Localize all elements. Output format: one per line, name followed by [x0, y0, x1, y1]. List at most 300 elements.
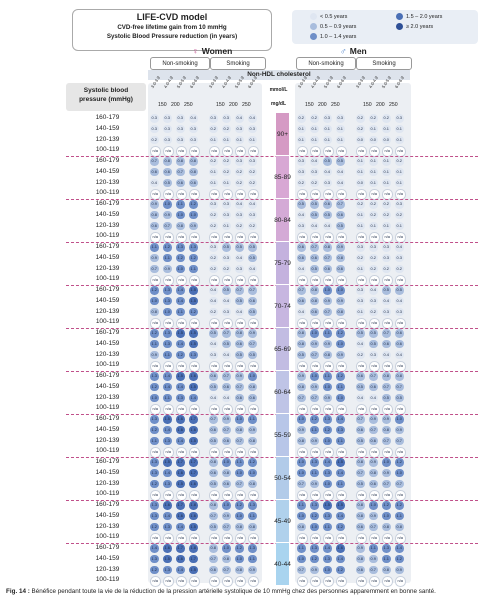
risk-cell: 0.6: [336, 211, 345, 220]
risk-cell: 0.2: [382, 200, 391, 209]
risk-cell: 0.8: [297, 329, 306, 338]
risk-cell: 1.0: [176, 265, 185, 274]
risk-cell: n/a: [369, 490, 380, 501]
women-label: ♀ Women: [192, 46, 233, 56]
risk-cell: n/a: [297, 533, 308, 544]
risk-cell: n/a: [395, 404, 406, 415]
sbp-label: 140-159: [95, 253, 120, 261]
risk-cell: n/a: [297, 576, 308, 587]
risk-cell: 0.9: [356, 544, 365, 553]
risk-cell: 0.1: [382, 222, 391, 231]
table-row: [66, 328, 478, 338]
risk-cell: n/a: [248, 576, 259, 587]
risk-cell: 0.7: [248, 340, 257, 349]
risk-cell: 0.3: [356, 297, 365, 306]
risk-cell: 0.1: [310, 125, 319, 134]
risk-cell: n/a: [150, 447, 161, 458]
risk-cell: 1.6: [336, 544, 345, 553]
risk-cell: 1.0: [248, 372, 257, 381]
risk-cell: n/a: [356, 275, 367, 286]
risk-cell: n/a: [150, 275, 161, 286]
risk-cell: 0.8: [369, 469, 378, 478]
risk-cell: 0.7: [382, 329, 391, 338]
risk-cell: 0.5: [222, 243, 231, 252]
risk-cell: 0.2: [356, 125, 365, 134]
risk-cell: n/a: [176, 232, 187, 243]
risk-cell: 1.2: [150, 523, 159, 532]
column-header-range: 3.0-3.9: [354, 75, 366, 89]
risk-cell: 1.0: [189, 211, 198, 220]
risk-cell: 0.4: [323, 168, 332, 177]
risk-cell: n/a: [323, 533, 334, 544]
risk-cell: 1.4: [323, 458, 332, 467]
risk-cell: n/a: [248, 146, 259, 157]
risk-cell: 0.7: [395, 437, 404, 446]
risk-cell: 0.4: [235, 254, 244, 263]
risk-cell: n/a: [248, 533, 259, 544]
risk-cell: n/a: [382, 318, 393, 329]
legend-swatch: [310, 23, 317, 30]
risk-cell: 0.8: [209, 501, 218, 510]
risk-cell: 1.1: [336, 480, 345, 489]
risk-cell: 0.7: [369, 372, 378, 381]
risk-cell: 0.2: [209, 125, 218, 134]
risk-cell: 1.3: [163, 437, 172, 446]
sbp-label: 140-159: [95, 339, 120, 347]
risk-cell: 0.8: [222, 469, 231, 478]
risk-cell: 0.6: [209, 566, 218, 575]
legend-swatch: [310, 13, 317, 20]
risk-cell: 0.8: [189, 168, 198, 177]
risk-cell: 0.8: [395, 372, 404, 381]
legend: [292, 10, 478, 44]
legend-label: 1.0 – 1.4 years: [320, 33, 357, 40]
risk-cell: 0.5: [369, 329, 378, 338]
risk-cell: 0.2: [356, 351, 365, 360]
risk-cell: 1.2: [150, 480, 159, 489]
risk-cell: 1.1: [235, 458, 244, 467]
risk-cell: 1.6: [176, 555, 185, 564]
risk-cell: 1.0: [235, 415, 244, 424]
risk-cell: n/a: [310, 232, 321, 243]
risk-cell: 0.5: [163, 179, 172, 188]
risk-cell: 0.1: [382, 157, 391, 166]
risk-cell: 1.0: [248, 469, 257, 478]
risk-cell: 0.8: [248, 523, 257, 532]
table-row: [66, 156, 478, 166]
legend-item: [396, 23, 433, 30]
risk-cell: 1.2: [395, 555, 404, 564]
risk-cell: 0.3: [222, 211, 231, 220]
risk-cell: n/a: [297, 146, 308, 157]
column-header-range: 6.0-6.9: [188, 75, 200, 89]
table-row: [66, 317, 478, 327]
risk-cell: 0.1: [369, 125, 378, 134]
column-header-range: 4.0-4.9: [220, 75, 232, 89]
risk-cell: 0.3: [297, 168, 306, 177]
risk-cell: n/a: [395, 275, 406, 286]
table-row: [66, 274, 478, 284]
risk-cell: 0.4: [297, 308, 306, 317]
risk-cell: n/a: [176, 533, 187, 544]
risk-cell: 0.5: [209, 329, 218, 338]
men-smoking-header: Smoking: [356, 57, 412, 70]
risk-cell: 1.2: [235, 544, 244, 553]
risk-cell: 0.7: [150, 157, 159, 166]
risk-cell: 0.1: [356, 265, 365, 274]
risk-cell: n/a: [150, 576, 161, 587]
risk-cell: 0.5: [209, 480, 218, 489]
risk-cell: 0.1: [356, 157, 365, 166]
risk-cell: 0.3: [395, 254, 404, 263]
sbp-label: 160-179: [95, 200, 120, 207]
risk-cell: 1.2: [310, 415, 319, 424]
risk-cell: 0.2: [369, 211, 378, 220]
risk-cell: 0.5: [248, 351, 257, 360]
risk-cell: 0.1: [369, 157, 378, 166]
risk-cell: 0.6: [209, 372, 218, 381]
risk-cell: 0.7: [163, 222, 172, 231]
risk-cell: n/a: [356, 576, 367, 587]
age-label: 65-69: [274, 345, 291, 353]
risk-cell: n/a: [395, 361, 406, 372]
risk-cell: 0.9: [369, 458, 378, 467]
title-main: LIFE-CVD model: [136, 12, 208, 22]
risk-cell: 0.2: [209, 157, 218, 166]
risk-cell: 0.7: [222, 372, 231, 381]
risk-cell: 0.8: [176, 157, 185, 166]
age-label: 80-84: [274, 216, 291, 224]
risk-cell: 1.1: [248, 555, 257, 564]
risk-cell: n/a: [248, 275, 259, 286]
risk-cell: n/a: [209, 490, 220, 501]
risk-cell: 0.8: [235, 523, 244, 532]
age-label: 45-49: [274, 517, 291, 525]
risk-cell: 0.4: [209, 297, 218, 306]
risk-cell: 0.2: [395, 265, 404, 274]
risk-cell: 0.9: [336, 297, 345, 306]
risk-cell: n/a: [323, 576, 334, 587]
risk-cell: 1.7: [189, 555, 198, 564]
table-row: [66, 188, 478, 198]
risk-cell: 0.2: [235, 222, 244, 231]
risk-cell: 0.8: [382, 372, 391, 381]
risk-cell: 1.6: [189, 512, 198, 521]
risk-cell: 0.8: [209, 544, 218, 553]
column-header-mgdl: 200: [376, 102, 385, 108]
risk-cell: n/a: [382, 361, 393, 372]
risk-cell: n/a: [297, 490, 308, 501]
risk-cell: 1.1: [336, 383, 345, 392]
legend-label: 1.5 – 2.0 years: [406, 13, 443, 20]
table-row: [66, 403, 478, 413]
risk-cell: 1.1: [323, 329, 332, 338]
risk-cell: 0.4: [310, 222, 319, 231]
risk-cell: 0.7: [369, 566, 378, 575]
risk-cell: 0.2: [395, 157, 404, 166]
risk-cell: 1.3: [150, 469, 159, 478]
risk-cell: 0.8: [248, 480, 257, 489]
risk-cell: 0.1: [382, 168, 391, 177]
risk-cell: 0.7: [382, 437, 391, 446]
risk-cell: 0.5: [356, 437, 365, 446]
column-header-range: 4.0-4.9: [162, 75, 174, 89]
risk-cell: 0.4: [356, 394, 365, 403]
risk-cell: n/a: [150, 361, 161, 372]
risk-cell: 0.8: [248, 437, 257, 446]
risk-cell: n/a: [209, 404, 220, 415]
risk-cell: n/a: [369, 576, 380, 587]
men-label: ♂ Men: [340, 46, 367, 56]
sbp-label: 140-159: [95, 468, 120, 476]
risk-cell: n/a: [189, 490, 200, 501]
risk-cell: n/a: [395, 318, 406, 329]
risk-cell: 0.3: [235, 265, 244, 274]
risk-cell: 0.5: [369, 340, 378, 349]
risk-cell: n/a: [189, 404, 200, 415]
risk-cell: 0.2: [382, 114, 391, 123]
risk-cell: 0.9: [163, 211, 172, 220]
risk-cell: 1.2: [235, 501, 244, 510]
risk-cell: 0.8: [209, 458, 218, 467]
risk-cell: 1.0: [150, 394, 159, 403]
risk-cell: 0.6: [150, 168, 159, 177]
column-header-range: 5.0-5.9: [233, 75, 245, 89]
risk-cell: n/a: [336, 490, 347, 501]
risk-cell: 1.0: [176, 211, 185, 220]
risk-cell: 0.6: [395, 329, 404, 338]
risk-cell: 0.1: [323, 125, 332, 134]
risk-cell: 0.1: [356, 222, 365, 231]
sbp-label: 140-159: [95, 511, 120, 519]
risk-cell: n/a: [356, 146, 367, 157]
risk-cell: 0.1: [323, 136, 332, 145]
risk-cell: 1.3: [150, 512, 159, 521]
risk-cell: n/a: [356, 490, 367, 501]
risk-cell: 1.6: [189, 480, 198, 489]
risk-cell: 0.7: [310, 351, 319, 360]
risk-cell: 0.1: [222, 222, 231, 231]
risk-cell: 0.1: [209, 179, 218, 188]
risk-cell: 1.3: [323, 415, 332, 424]
risk-cell: 0.8: [176, 222, 185, 231]
risk-cell: n/a: [369, 447, 380, 458]
risk-cell: 0.6: [222, 437, 231, 446]
column-header-mgdl: 200: [318, 102, 327, 108]
risk-cell: 0.3: [369, 297, 378, 306]
risk-cell: 1.5: [163, 555, 172, 564]
risk-cell: 0.6: [356, 566, 365, 575]
risk-cell: 0.7: [297, 480, 306, 489]
risk-cell: n/a: [382, 189, 393, 200]
risk-cell: 0.7: [323, 254, 332, 263]
risk-cell: 0.8: [297, 383, 306, 392]
risk-cell: n/a: [248, 447, 259, 458]
risk-cell: 0.5: [222, 286, 231, 295]
risk-cell: n/a: [382, 404, 393, 415]
figure-caption: Fig. 14 : Bénéfice pendant toute la vie de la réduction de la pression artérielle systolique de 10 mmHg chez des personnes apparemment en bonne santé.: [6, 588, 436, 595]
risk-cell: 0.1: [369, 179, 378, 188]
risk-cell: 0.3: [222, 308, 231, 317]
risk-cell: 1.3: [323, 555, 332, 564]
risk-cell: 0.3: [189, 136, 198, 145]
risk-cell: 0.2: [209, 211, 218, 220]
risk-cell: n/a: [336, 447, 347, 458]
risk-cell: 0.5: [248, 254, 257, 263]
table-row: [66, 242, 478, 252]
risk-cell: 1.4: [336, 555, 345, 564]
risk-cell: 0.3: [297, 157, 306, 166]
risk-cell: 0.7: [235, 383, 244, 392]
risk-cell: 1.0: [222, 544, 231, 553]
sbp-label: 120-139: [95, 135, 120, 143]
risk-cell: 0.4: [395, 243, 404, 252]
risk-cell: 1.4: [176, 437, 185, 446]
risk-cell: 1.4: [176, 286, 185, 295]
risk-cell: n/a: [297, 447, 308, 458]
risk-cell: 1.5: [189, 383, 198, 392]
risk-cell: 1.1: [310, 469, 319, 478]
risk-cell: 0.4: [395, 297, 404, 306]
risk-cell: 0.5: [222, 340, 231, 349]
column-header-range: 4.0-4.9: [309, 75, 321, 89]
risk-cell: 1.0: [323, 566, 332, 575]
risk-cell: 0.3: [310, 168, 319, 177]
risk-cell: 0.2: [222, 168, 231, 177]
risk-cell: n/a: [369, 232, 380, 243]
risk-cell: 0.2: [222, 157, 231, 166]
risk-cell: 0.3: [369, 351, 378, 360]
risk-cell: n/a: [297, 361, 308, 372]
risk-cell: 1.6: [176, 469, 185, 478]
risk-cell: 1.5: [189, 340, 198, 349]
table-row: [66, 532, 478, 542]
risk-cell: n/a: [163, 275, 174, 286]
sbp-label: 160-179: [95, 415, 120, 422]
risk-cell: n/a: [248, 318, 259, 329]
sbp-label: 140-159: [95, 382, 120, 390]
risk-cell: 0.2: [369, 308, 378, 317]
risk-cell: 1.1: [382, 555, 391, 564]
risk-cell: n/a: [356, 361, 367, 372]
risk-cell: 0.4: [323, 222, 332, 231]
age-label: 90+: [276, 130, 289, 138]
risk-cell: 1.5: [336, 458, 345, 467]
risk-cell: 1.5: [189, 329, 198, 338]
risk-cell: n/a: [395, 533, 406, 544]
risk-cell: 0.7: [176, 168, 185, 177]
risk-cell: n/a: [382, 490, 393, 501]
risk-cell: 0.9: [150, 351, 159, 360]
risk-cell: 0.2: [248, 222, 257, 231]
risk-cell: 0.7: [209, 555, 218, 564]
risk-cell: 1.4: [336, 512, 345, 521]
risk-cell: 1.5: [336, 501, 345, 510]
risk-cell: n/a: [323, 189, 334, 200]
risk-cell: 0.2: [297, 179, 306, 188]
risk-cell: 0.7: [297, 286, 306, 295]
sbp-label: 100-119: [95, 361, 120, 369]
risk-cell: n/a: [323, 404, 334, 415]
risk-cell: 0.7: [209, 512, 218, 521]
risk-cell: n/a: [395, 490, 406, 501]
risk-cell: 0.5: [248, 243, 257, 252]
risk-cell: 1.3: [163, 523, 172, 532]
risk-cell: n/a: [310, 189, 321, 200]
risk-cell: 0.9: [310, 566, 319, 575]
risk-cell: 0.6: [382, 340, 391, 349]
risk-cell: n/a: [150, 404, 161, 415]
risk-cell: 1.3: [189, 243, 198, 252]
risk-cell: 0.3: [150, 114, 159, 123]
risk-cell: n/a: [248, 232, 259, 243]
risk-cell: n/a: [189, 533, 200, 544]
risk-cell: 1.3: [150, 372, 159, 381]
risk-cell: 0.2: [395, 211, 404, 220]
risk-cell: 0.0: [369, 136, 378, 145]
legend-label: < 0.5 years: [320, 13, 348, 20]
risk-cell: 1.6: [176, 512, 185, 521]
legend-swatch: [396, 23, 403, 30]
risk-cell: 1.2: [310, 555, 319, 564]
risk-cell: 0.2: [356, 114, 365, 123]
table-row: [66, 500, 478, 510]
risk-cell: 0.3: [248, 125, 257, 134]
sbp-label: 140-159: [95, 554, 120, 562]
risk-cell: 0.7: [369, 426, 378, 435]
risk-cell: 0.5: [336, 222, 345, 231]
risk-cell: 0.3: [176, 114, 185, 123]
risk-cell: 0.8: [356, 512, 365, 521]
risk-cell: n/a: [176, 189, 187, 200]
risk-cell: n/a: [369, 146, 380, 157]
risk-cell: 0.3: [297, 222, 306, 231]
risk-cell: n/a: [310, 533, 321, 544]
risk-cell: 1.2: [189, 200, 198, 209]
risk-cell: 1.2: [310, 512, 319, 521]
risk-cell: 1.4: [176, 297, 185, 306]
risk-cell: 1.4: [189, 394, 198, 403]
risk-cell: 1.3: [323, 512, 332, 521]
risk-cell: 0.9: [323, 297, 332, 306]
risk-cell: 0.2: [369, 114, 378, 123]
column-header-range: 6.0-6.9: [335, 75, 347, 89]
risk-cell: 0.5: [235, 351, 244, 360]
risk-cell: 1.7: [176, 458, 185, 467]
risk-cell: 1.1: [176, 308, 185, 317]
risk-cell: 0.1: [222, 179, 231, 188]
risk-cell: 0.4: [382, 297, 391, 306]
risk-cell: n/a: [382, 533, 393, 544]
risk-cell: n/a: [356, 404, 367, 415]
risk-cell: 0.4: [395, 351, 404, 360]
risk-cell: n/a: [323, 146, 334, 157]
sbp-label: 140-159: [95, 296, 120, 304]
risk-cell: n/a: [336, 576, 347, 587]
risk-cell: 0.8: [297, 437, 306, 446]
risk-cell: n/a: [222, 576, 233, 587]
risk-cell: 0.7: [222, 566, 231, 575]
risk-cell: 0.4: [235, 114, 244, 123]
risk-cell: 1.4: [163, 512, 172, 521]
risk-cell: 1.1: [369, 544, 378, 553]
title-line2: CVD-free lifetime gain from 10 mmHg: [117, 24, 227, 31]
risk-cell: 0.9: [297, 372, 306, 381]
sbp-label: 140-159: [95, 167, 120, 175]
risk-cell: 0.3: [323, 114, 332, 123]
risk-cell: 0.3: [209, 351, 218, 360]
risk-cell: 0.4: [356, 340, 365, 349]
